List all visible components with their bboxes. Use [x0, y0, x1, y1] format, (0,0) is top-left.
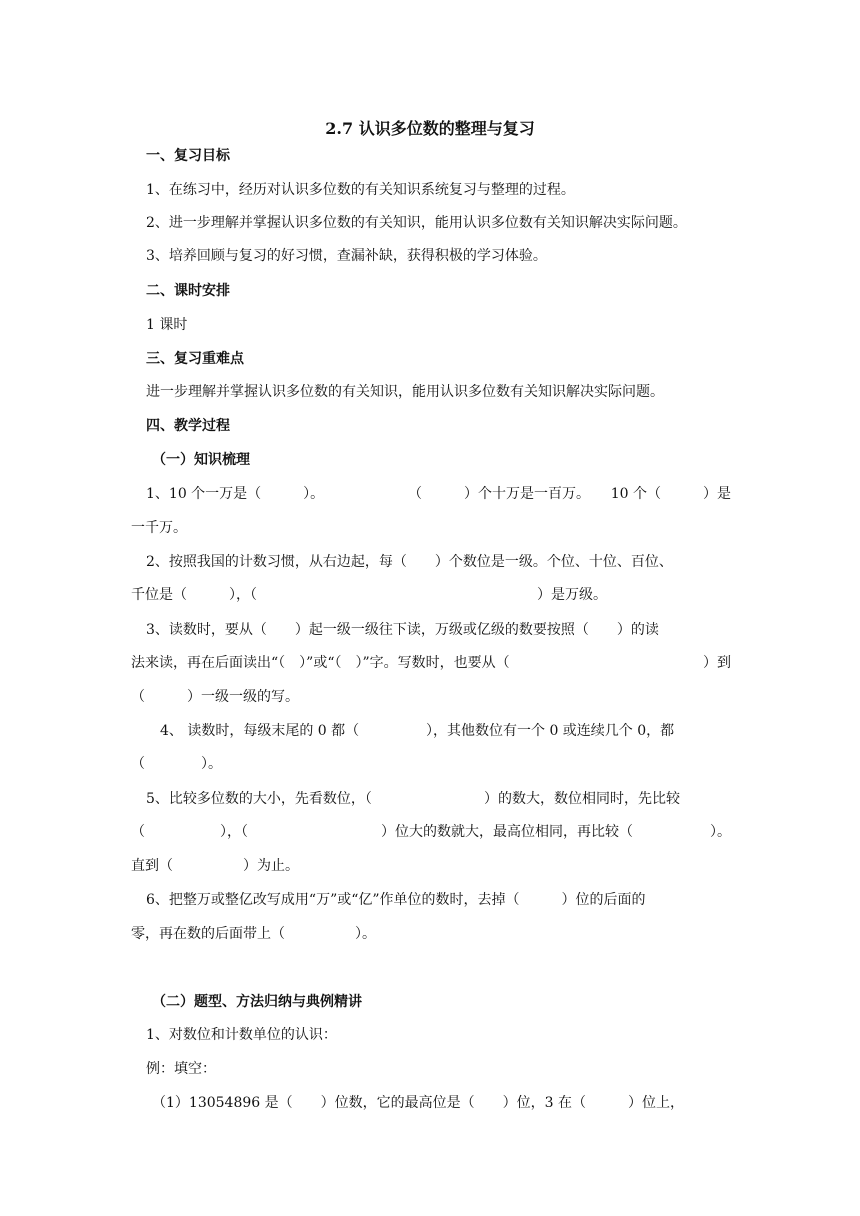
question-6-line-2: 零，再在数的后面带上（ ）。 — [131, 926, 376, 942]
question-5-line-1 — [146, 789, 716, 809]
question-3-line-3: （ ）一级一级的写。 — [131, 689, 299, 705]
topic-1: 1、对数位和计数单位的认识： — [146, 1027, 337, 1043]
q5-part-d: ），（ — [220, 824, 248, 840]
question-4-line-2: （ ）。 — [131, 756, 222, 772]
question-1-line-2: 一千万。 — [131, 520, 187, 536]
question-3-line-1: 3、读数时，要从（ ）起一级一级往下读，万级或亿级的数要按照（ ）的读 — [146, 622, 659, 638]
q5-part-c: （ — [131, 824, 145, 840]
goal-2: 2、进一步理解并掌握认识多位数的有关知识，能用认识多位数有关知识解决实际问题。 — [146, 215, 687, 231]
section-heading-goals: 一、复习目标 — [146, 148, 230, 164]
question-5-line-2 — [131, 822, 731, 842]
subsection-heading-examples: （二）题型、方法归纳与典例精讲 — [152, 994, 362, 1010]
q5-part-a: 5、比较多位数的大小，先看数位，（ — [146, 791, 372, 807]
q2-part-b: 千位是（ ），（ — [131, 587, 257, 603]
subsection-heading-review: （一）知识梳理 — [152, 452, 250, 468]
q4-part-b: ），其他数位有一个 0 或连续几个 0，都 — [426, 723, 675, 739]
q1-part-c: 10 个（ ）是 — [610, 486, 731, 502]
goal-3: 3、培养回顾与复习的好习惯，查漏补缺，获得积极的学习体验。 — [146, 248, 547, 264]
q2-part-c: ）是万级。 — [537, 587, 607, 603]
section-heading-process: 四、教学过程 — [146, 418, 230, 434]
question-3-line-2 — [131, 653, 731, 673]
goal-1: 1、在练习中，经历对认识多位数的有关知识系统复习与整理的过程。 — [146, 182, 575, 198]
q5-part-f: ）。 — [710, 824, 731, 840]
page-title: 2.7 认识多位数的整理与复习 — [325, 119, 535, 138]
question-5-line-3: 直到（ ）为止。 — [131, 858, 299, 874]
q3-part-b: 法来读，再在后面读出“（ ）”或“（ ）”字。写数时，也要从（ — [131, 655, 510, 671]
question-2-line-1: 2、按照我国的计数习惯，从右边起，每（ ）个数位是一级。个位、十位、百位、 — [146, 554, 673, 570]
section-heading-key-points: 三、复习重难点 — [146, 351, 244, 367]
q4-part-a: 4、 读数时，每级末尾的 0 都（ — [160, 723, 360, 739]
q5-part-e: ）位大的数就大，最高位相同，再比较（ — [381, 824, 633, 840]
q3-part-c: ）到 — [703, 655, 731, 671]
q1-part-a: 1、10 个一万是（ ）。 — [146, 486, 325, 502]
question-4-line-1 — [160, 721, 720, 741]
question-2-line-2 — [131, 585, 731, 605]
question-6-line-1: 6、把整万或整亿改写成用“万”或“亿”作单位的数时，去掉（ ）位的后面的 — [146, 892, 646, 908]
schedule-text: 1 课时 — [146, 317, 188, 333]
example-question-1: （1）13054896 是（ ）位数，它的最高位是（ ）位，3 在（ ）位上， — [152, 1095, 684, 1111]
key-points-text: 进一步理解并掌握认识多位数的有关知识，能用认识多位数有关知识解决实际问题。 — [146, 384, 664, 400]
question-1-line-1 — [146, 484, 731, 504]
section-heading-schedule: 二、课时安排 — [146, 283, 230, 299]
example-label: 例：填空： — [146, 1061, 216, 1077]
q5-part-b: ）的数大，数位相同时，先比较 — [484, 791, 680, 807]
q1-part-b: （ ）个十万是一百万。 — [408, 486, 590, 502]
